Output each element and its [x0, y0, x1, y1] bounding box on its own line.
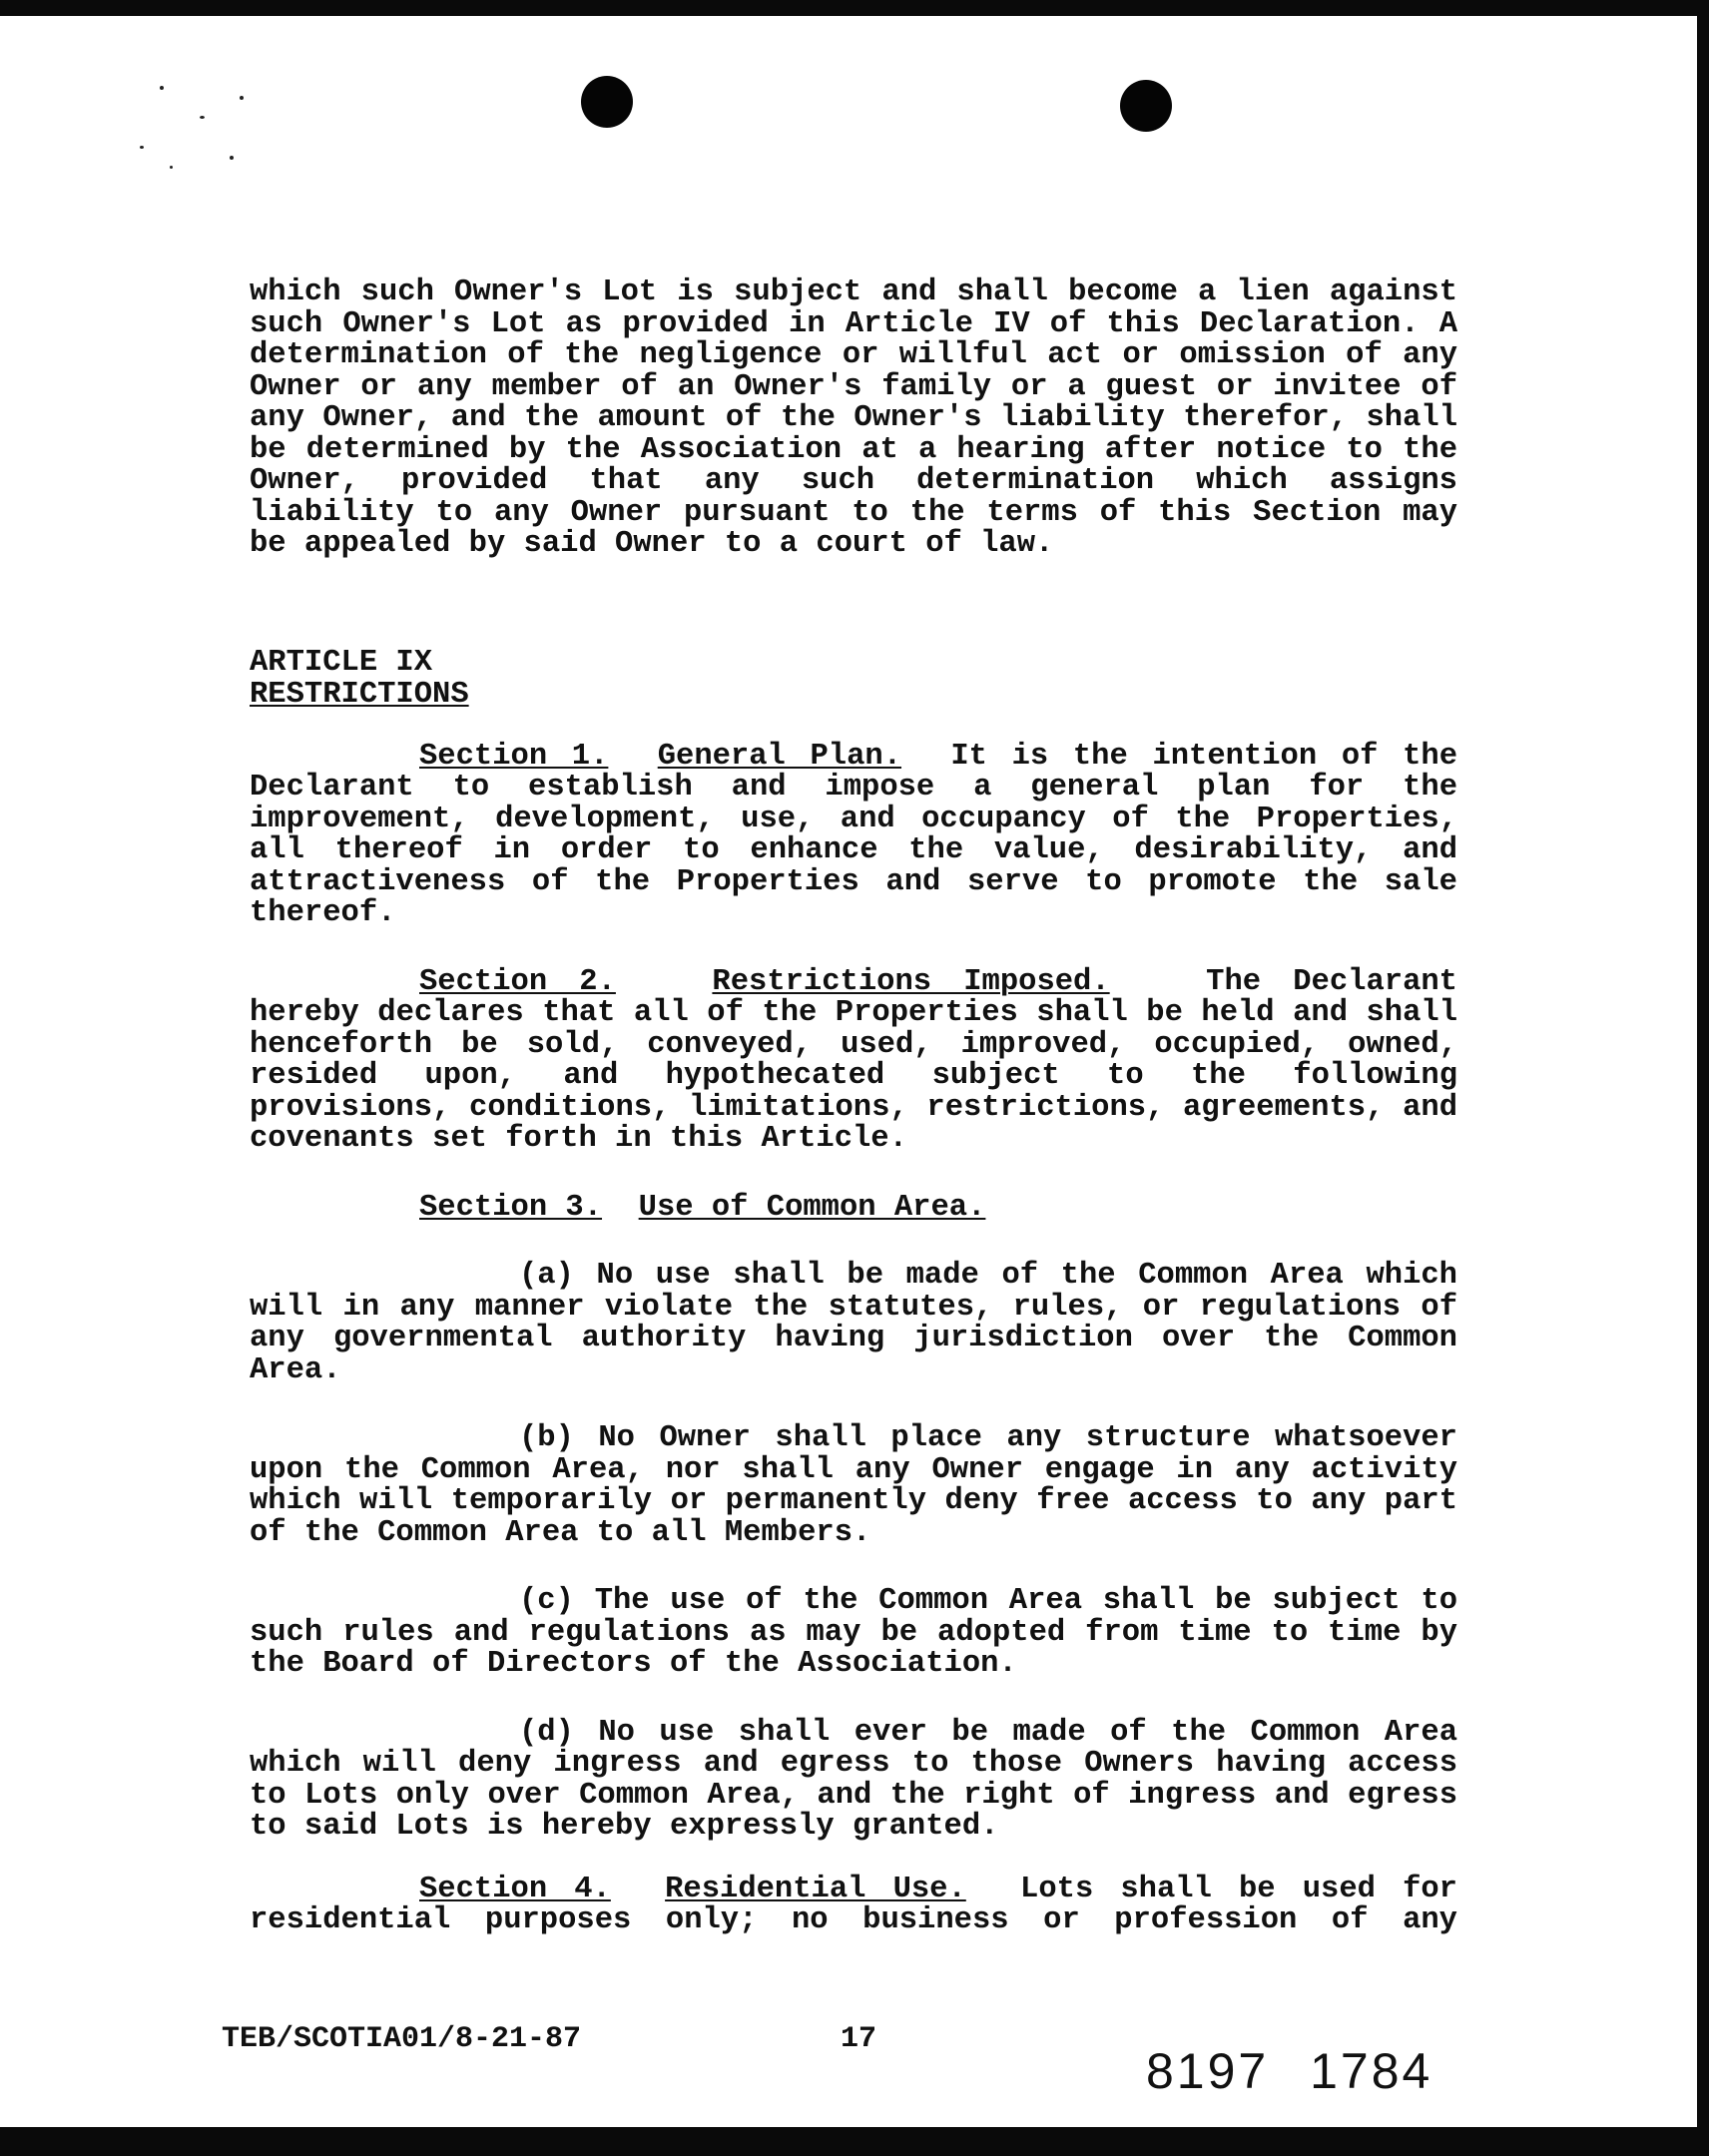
scan-speck — [240, 96, 244, 100]
section-3-item-a: (a) No use shall be made of the Common Area which will in any manner violate the statutes, rules, or regulations of any governmental authority having jurisdiction over the Common Area. — [250, 1259, 1457, 1387]
article-number: ARTICLE IX — [250, 645, 433, 680]
continuation-paragraph: which such Owner's Lot is subject and shall become a lien against such Owner's Lot as provided in Article IV of this Declaration. A determination of the negligence or willful act or omission of any Owner or any member of an Owner's family or a guest or invitee of any Owner, and the amount of the Owner's liability therefor, shall be determined by the Association at a hearing after notice to the Owner, provided that any such determination which assigns liability to any Owner pursuant to the terms of this Section may be appealed by said Owner to a court of law. — [250, 275, 1457, 561]
section-4-title: Residential Use. — [665, 1872, 966, 1906]
document-body — [250, 277, 1457, 1937]
section-3-item-b: (b) No Owner shall place any structure whatsoever upon the Common Area, nor shall any Owner engage in any activity which will temporarily or permanently deny free access to any part of the Common Area to all Members. — [250, 1421, 1457, 1550]
section-1-text: It is the intention of the Declarant to establish and impose a general plan for the improvement, development, use, and occupancy of the Properties, all thereof in order to enhance the value, desirability, and attractiveness of the Properties and serve to promote the sale thereof. — [250, 739, 1457, 930]
section-4-text: Lots shall be used for residential purposes only; no business or profession of any — [250, 1872, 1457, 1937]
section-3-item-c: (c) The use of the Common Area shall be subject to such rules and regulations as may be adopted from time to time by the Board of Directors of the Association. — [250, 1584, 1457, 1681]
book-page-stamp: 8197 1784 — [1146, 2043, 1433, 2099]
section-1-paragraph — [250, 739, 1457, 930]
scan-speck — [230, 156, 234, 160]
section-1-title: General Plan. — [657, 739, 902, 774]
section-2-title: Restrictions Imposed. — [712, 964, 1110, 999]
section-3-label: Section 3. — [419, 1190, 603, 1225]
scan-speck — [140, 146, 144, 149]
document-page — [0, 16, 1697, 2127]
section-4-label: Section 4. — [419, 1872, 611, 1906]
section-3-heading — [250, 1190, 1457, 1225]
section-2-text: The Declarant hereby declares that all of the Properties shall be held and shall henceforth be sold, conveyed, used, improved, occupied, owned, resided upon, and hypothecated subject to the following provisions, conditions, limitations, restrictions, agreements, and covenants set forth in this Article. — [250, 964, 1457, 1156]
section-1-label: Section 1. — [419, 739, 609, 774]
section-4-paragraph — [250, 1872, 1457, 1937]
section-2-paragraph — [250, 964, 1457, 1156]
punch-hole-left — [581, 76, 633, 128]
page-number: 17 — [841, 2022, 877, 2056]
article-title: RESTRICTIONS — [250, 677, 469, 712]
section-3-title: Use of Common Area. — [638, 1190, 986, 1225]
section-3-item-d: (d) No use shall ever be made of the Common Area which will deny ingress and egress to those Owners having access to Lots only over Common Area, and the right of ingress and egress to said Lots is hereby expressly granted. — [250, 1715, 1457, 1844]
scan-speck — [170, 166, 173, 169]
section-2-label: Section 2. — [419, 964, 616, 999]
scan-speck — [200, 116, 205, 119]
document-code: TEB/SCOTIA01/8-21-87 — [222, 2022, 582, 2056]
scan-speck — [160, 86, 164, 90]
punch-hole-right — [1120, 80, 1172, 132]
